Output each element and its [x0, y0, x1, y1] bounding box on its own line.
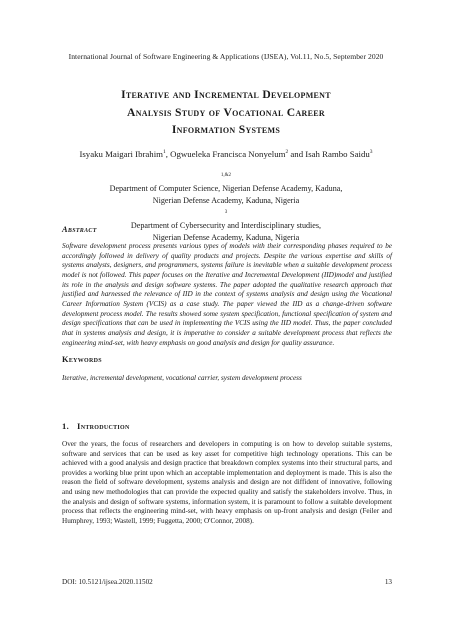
title-line: Analysis Study of Vocational Career [127, 105, 325, 119]
author-name: , Ogwueleka Francisca Nonyelum [165, 149, 286, 159]
abstract-heading: Abstract [62, 225, 97, 234]
title-line: Information Systems [171, 123, 281, 136]
affiliation-line: Nigerian Defense Academy, Kaduna, Nigeria [152, 232, 300, 242]
author-name: and Isah Rambo Saidu [288, 149, 370, 159]
introduction-body: Over the years, the focus of researchers and developers in computing is on how to develop suitable systems, software and services that can be used as key asset for competitive high technology operations. This can be achieved with a good analysis and design practice that breakdown complex systems into their structural parts, and provides a working blue print upon which an acceptable implementation and deployment is made. This is also the reason the field of software development, systems analysis and design are not diffident of innovative, following and using new methodologies that can provide the expected quality and satisfy the stakeholders involve. Thus, in the analysis and design of software systems, information system, it is paramount to follow a suitable development process that reflects the engineering mind-set, with heavy emphasis on up-front analysis and design (Feiler and Humphrey, 1993; Wastell, 1999; Fuggetta, 2000; O'Connor, 2008). [62, 440, 392, 525]
introduction-heading [62, 421, 130, 431]
abstract-body: Software development process presents various types of models with their corresponding phases required to be accordingly followed in delivery of quality products and projects. Despite the various expertise and skills of systems analysts, designers, and programmers, systems failure is inevitable when a suitable development process model is not followed. This paper focuses on the Iterative and Incremental Development (IID)model and justified its role in the analysis and design software systems. The paper adopted the qualitative research approach that justified and harnessed the relevance of IID in the context of systems analysis and design using the Vocational Career Information System (VCIS) as a case study. The paper viewed the IID as a change-driven software development process model. The results showed some system specification, functional specification of system and design specifications that can be used in implementing the VCIS using the IID model. Thus, the paper concluded that in systems analysis and design, it is imperative to consider a suitable development process that reflects the engineering mind-set, with heavy emphasis on good analysis and design for quality assurance. [62, 242, 392, 347]
author-affiliation-mark: 2 [285, 149, 289, 156]
keywords-body: Iterative, incremental development, vocational carrier, system development process [62, 374, 302, 382]
affiliation-mark: 1,&2 [220, 173, 232, 178]
author-affiliation-mark: 3 [369, 149, 373, 156]
author-affiliation-mark: 1 [162, 149, 166, 156]
paper-title [40, 86, 412, 139]
section-title: Introduction [77, 421, 130, 431]
affiliation-text: Department of Computer Science, Nigerian Defense Academy, Kaduna, [109, 184, 343, 194]
affiliation-line [40, 170, 412, 195]
affiliation-mark: 3 [224, 209, 228, 215]
affiliation-line: Nigerian Defense Academy, Kaduna, Nigeria [152, 196, 300, 206]
affiliation-text: Department of Cybersecurity and Interdisciplinary studies, [130, 221, 322, 231]
author-list [40, 149, 412, 159]
section-number: 1. [62, 421, 70, 431]
journal-header: International Journal of Software Engineering & Applications (IJSEA), Vol.11, No.5, September 2020 [68, 52, 384, 61]
keywords-heading: Keywords [62, 355, 102, 364]
author-name: Isyaku Maigari Ibrahim [79, 149, 163, 159]
footer-doi: DOI: 10.5121/ijsea.2020.11502 [62, 578, 153, 586]
page-number: 13 [384, 578, 392, 586]
title-line: Iterative and Incremental Development [121, 88, 331, 101]
